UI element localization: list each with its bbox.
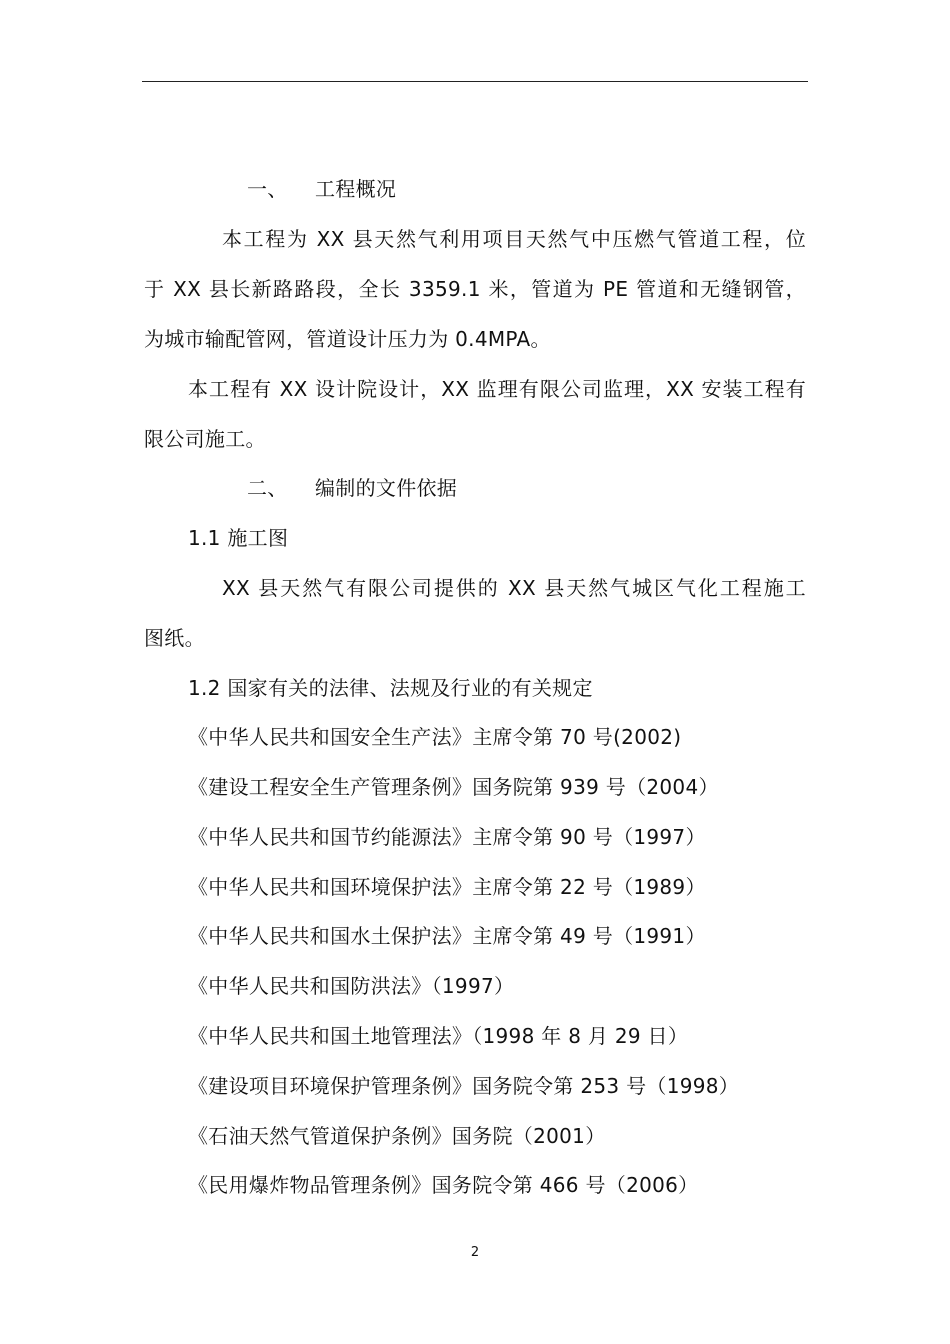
law-item: 《中华人民共和国土地管理法》（1998 年 8 月 29 日） [188, 1024, 689, 1048]
subheading-1-1: 1.1 施工图 [188, 526, 289, 550]
paragraph-line: 为城市输配管网，管道设计压力为 0.4MPA。 [144, 327, 551, 351]
paragraph-line: 限公司施工。 [144, 427, 266, 451]
paragraph-line: 本工程为 XX 县天然气利用项目天然气中压燃气管道工程，位 [222, 227, 806, 251]
law-item: 《民用爆炸物品管理条例》国务院令第 466 号（2006） [188, 1173, 699, 1197]
paragraph-line: XX 县天然气有限公司提供的 XX 县天然气城区气化工程施工 [222, 576, 806, 600]
law-item: 《石油天然气管道保护条例》国务院（2001） [188, 1124, 606, 1148]
section-title: 编制的文件依据 [315, 476, 458, 500]
law-item: 《建设工程安全生产管理条例》国务院第 939 号（2004） [188, 775, 719, 799]
law-item: 《中华人民共和国水土保护法》主席令第 49 号（1991） [188, 924, 706, 948]
section-number: 二、 [247, 476, 288, 500]
law-item: 《中华人民共和国防洪法》（1997） [188, 974, 515, 998]
header-rule [142, 81, 808, 82]
section-title: 工程概况 [315, 177, 397, 201]
page-number: 2 [470, 1245, 480, 1260]
section-heading-1 [247, 175, 396, 203]
section-heading-2 [247, 474, 457, 502]
paragraph-line: 于 XX 县长新路路段，全长 3359.1 米，管道为 PE 管道和无缝钢管， [144, 277, 806, 301]
paragraph-line: 图纸。 [144, 626, 205, 650]
section-number: 一、 [247, 177, 288, 201]
law-item: 《中华人民共和国节约能源法》主席令第 90 号（1997） [188, 825, 706, 849]
law-item: 《中华人民共和国安全生产法》主席令第 70 号(2002) [188, 725, 682, 749]
law-item: 《中华人民共和国环境保护法》主席令第 22 号（1989） [188, 875, 706, 899]
paragraph-line: 本工程有 XX 设计院设计，XX 监理有限公司监理，XX 安装工程有 [188, 377, 806, 401]
subheading-1-2: 1.2 国家有关的法律、法规及行业的有关规定 [188, 676, 593, 700]
law-item: 《建设项目环境保护管理条例》国务院令第 253 号（1998） [188, 1074, 740, 1098]
